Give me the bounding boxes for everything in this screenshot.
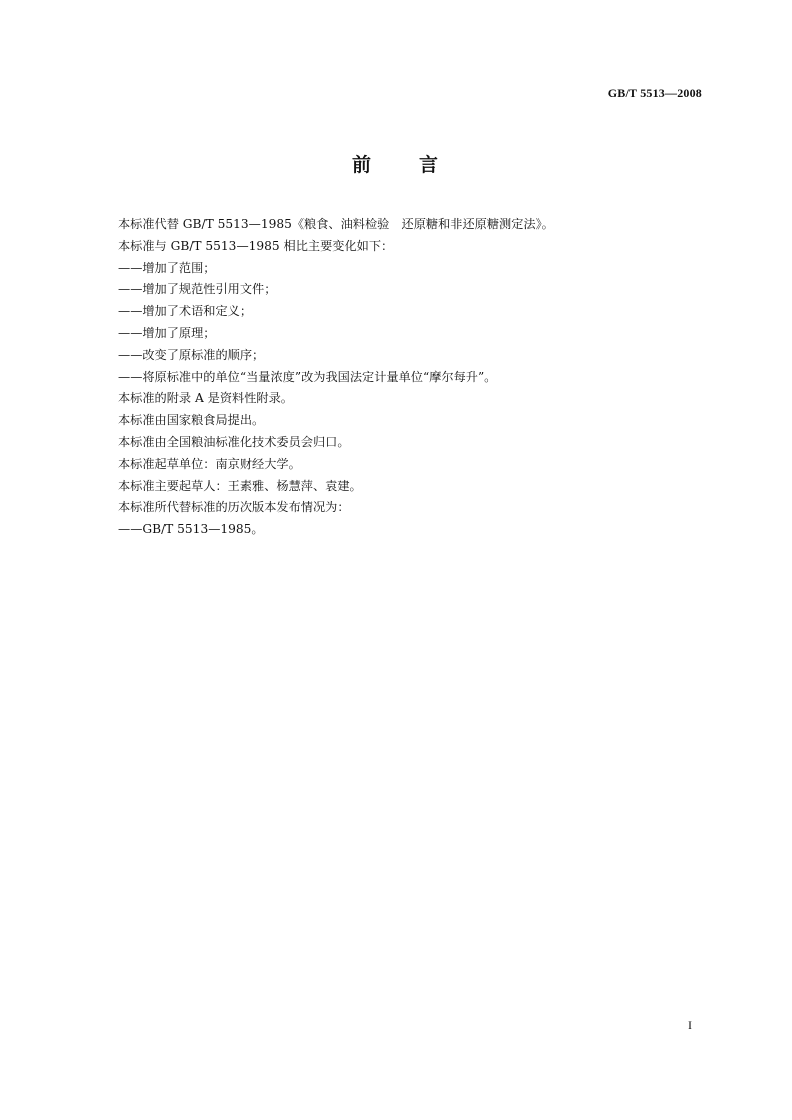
history-list-item: ——GB/T 5513—1985。 [118, 522, 264, 537]
foreword-line: 本标准所代替标准的历次版本发布情况为： [118, 500, 350, 515]
foreword-line: 本标准与 GB/T 5513—1985 相比主要变化如下： [118, 238, 394, 253]
change-list-item: ——增加了术语和定义； [118, 304, 253, 319]
page-title-char-1: 前 [351, 154, 373, 176]
change-list-item: ——增加了原理； [118, 325, 216, 340]
foreword-line: 本标准代替 GB/T 5513—1985《粮食、油料检验 还原糖和非还原糖测定法》。 [118, 217, 554, 231]
foreword-line: 本标准由全国粮油标准化技术委员会归口。 [118, 434, 350, 449]
page-number: I [688, 1018, 692, 1032]
change-list-item: ——增加了范围； [118, 260, 216, 275]
foreword-line: 本标准主要起草人：王素雅、杨慧萍、袁建。 [118, 478, 362, 493]
change-list-item: ——将原标准中的单位“当量浓度”改为我国法定计量单位“摩尔每升”。 [118, 369, 497, 384]
page-title-char-2: 言 [419, 154, 441, 176]
foreword-line: 本标准起草单位：南京财经大学。 [118, 456, 301, 471]
foreword-line: 本标准由国家粮食局提出。 [118, 413, 265, 428]
change-list-item: ——改变了原标准的顺序； [118, 347, 265, 362]
page-title [0, 150, 792, 177]
foreword-body [118, 214, 698, 541]
standard-code: GB/T 5513—2008 [607, 86, 702, 100]
foreword-line: 本标准的附录 A 是资料性附录。 [118, 391, 293, 406]
change-list-item: ——增加了规范性引用文件； [118, 282, 277, 297]
